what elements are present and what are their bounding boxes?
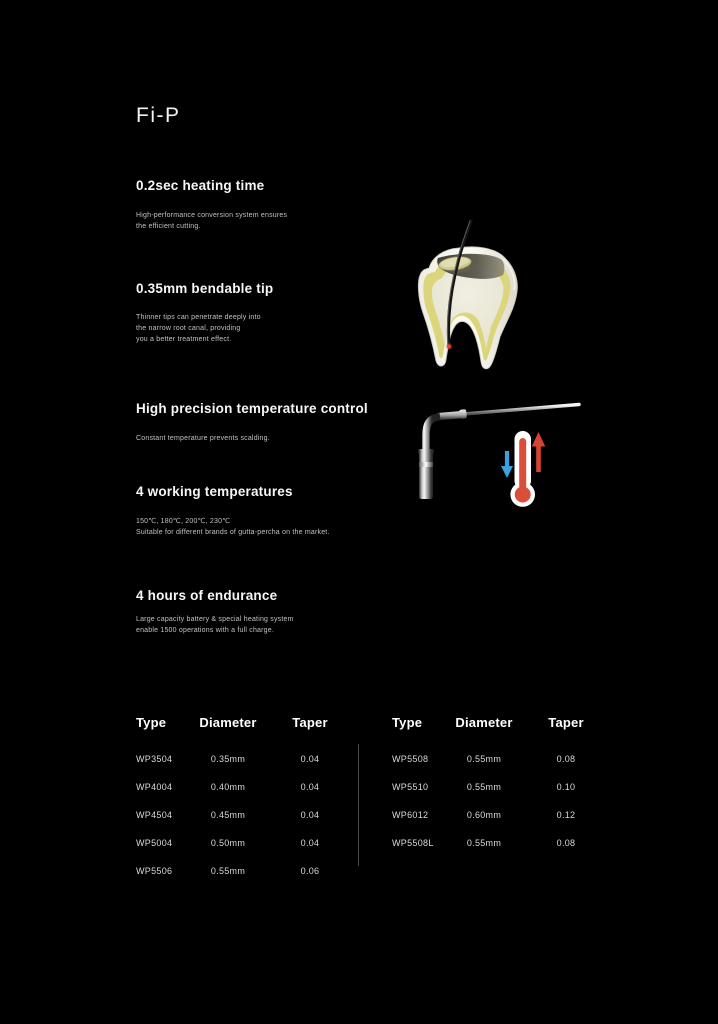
arrow-up-icon — [532, 432, 545, 472]
tooth-cross-section-illustration — [405, 215, 530, 373]
column-header-taper: Taper — [292, 715, 328, 730]
feature-heading-endurance: 4 hours of endurance — [136, 588, 278, 603]
column-header-type: Type — [136, 715, 167, 730]
table-row: WP5506 0.55mm 0.06 — [136, 866, 320, 876]
feature-text-endurance: Large capacity battery & special heating system enable 1500 operations with a full charge. — [136, 616, 294, 634]
table-row: WP4004 0.40mm 0.04 — [136, 782, 320, 792]
spec-table-right-rows — [392, 753, 590, 865]
feature-text-heating-time: High-performance conversion system ensures the efficient cutting. — [136, 212, 288, 230]
column-header-type: Type — [392, 715, 423, 730]
feature-heading-working-temperatures: 4 working temperatures — [136, 484, 293, 499]
feature-text-temperature-control: Constant temperature prevents scalding. — [136, 435, 270, 442]
arrow-down-icon — [501, 451, 513, 478]
feature-text-bendable-tip: Thinner tips can penetrate deeply into the narrow root canal, providing you a better treatment effect. — [136, 314, 261, 343]
spec-table-left-header — [136, 715, 334, 731]
column-header-diameter: Diameter — [455, 715, 513, 730]
feature-heading-heating-time: 0.2sec heating time — [136, 178, 265, 193]
feature-text-working-temperatures: 150℃, 180℃, 200℃, 230℃ Suitable for different brands of gutta-percha on the market. — [136, 518, 330, 536]
column-header-diameter: Diameter — [199, 715, 257, 730]
table-row: WP5508 0.55mm 0.08 — [392, 754, 576, 764]
table-row: WP5510 0.55mm 0.10 — [392, 782, 576, 792]
spec-table-right-header — [392, 715, 590, 731]
thermometer-icon — [510, 431, 535, 507]
table-row: WP3504 0.35mm 0.04 — [136, 754, 320, 764]
spec-table-left-rows — [136, 753, 334, 893]
file-heat-tip — [447, 345, 451, 349]
table-row: WP4504 0.45mm 0.04 — [136, 810, 320, 820]
column-header-taper: Taper — [548, 715, 584, 730]
feature-heading-bendable-tip: 0.35mm bendable tip — [136, 281, 274, 296]
table-row: WP6012 0.60mm 0.12 — [392, 810, 576, 820]
table-row: WP5508L 0.55mm 0.08 — [392, 838, 576, 848]
product-title: Fi-P — [136, 104, 181, 127]
heating-tip-probe — [418, 405, 579, 500]
feature-heading-temperature-control: High precision temperature control — [136, 401, 368, 416]
table-divider — [358, 744, 359, 866]
heating-tip-illustration — [393, 388, 588, 512]
table-row: WP5004 0.50mm 0.04 — [136, 838, 320, 848]
